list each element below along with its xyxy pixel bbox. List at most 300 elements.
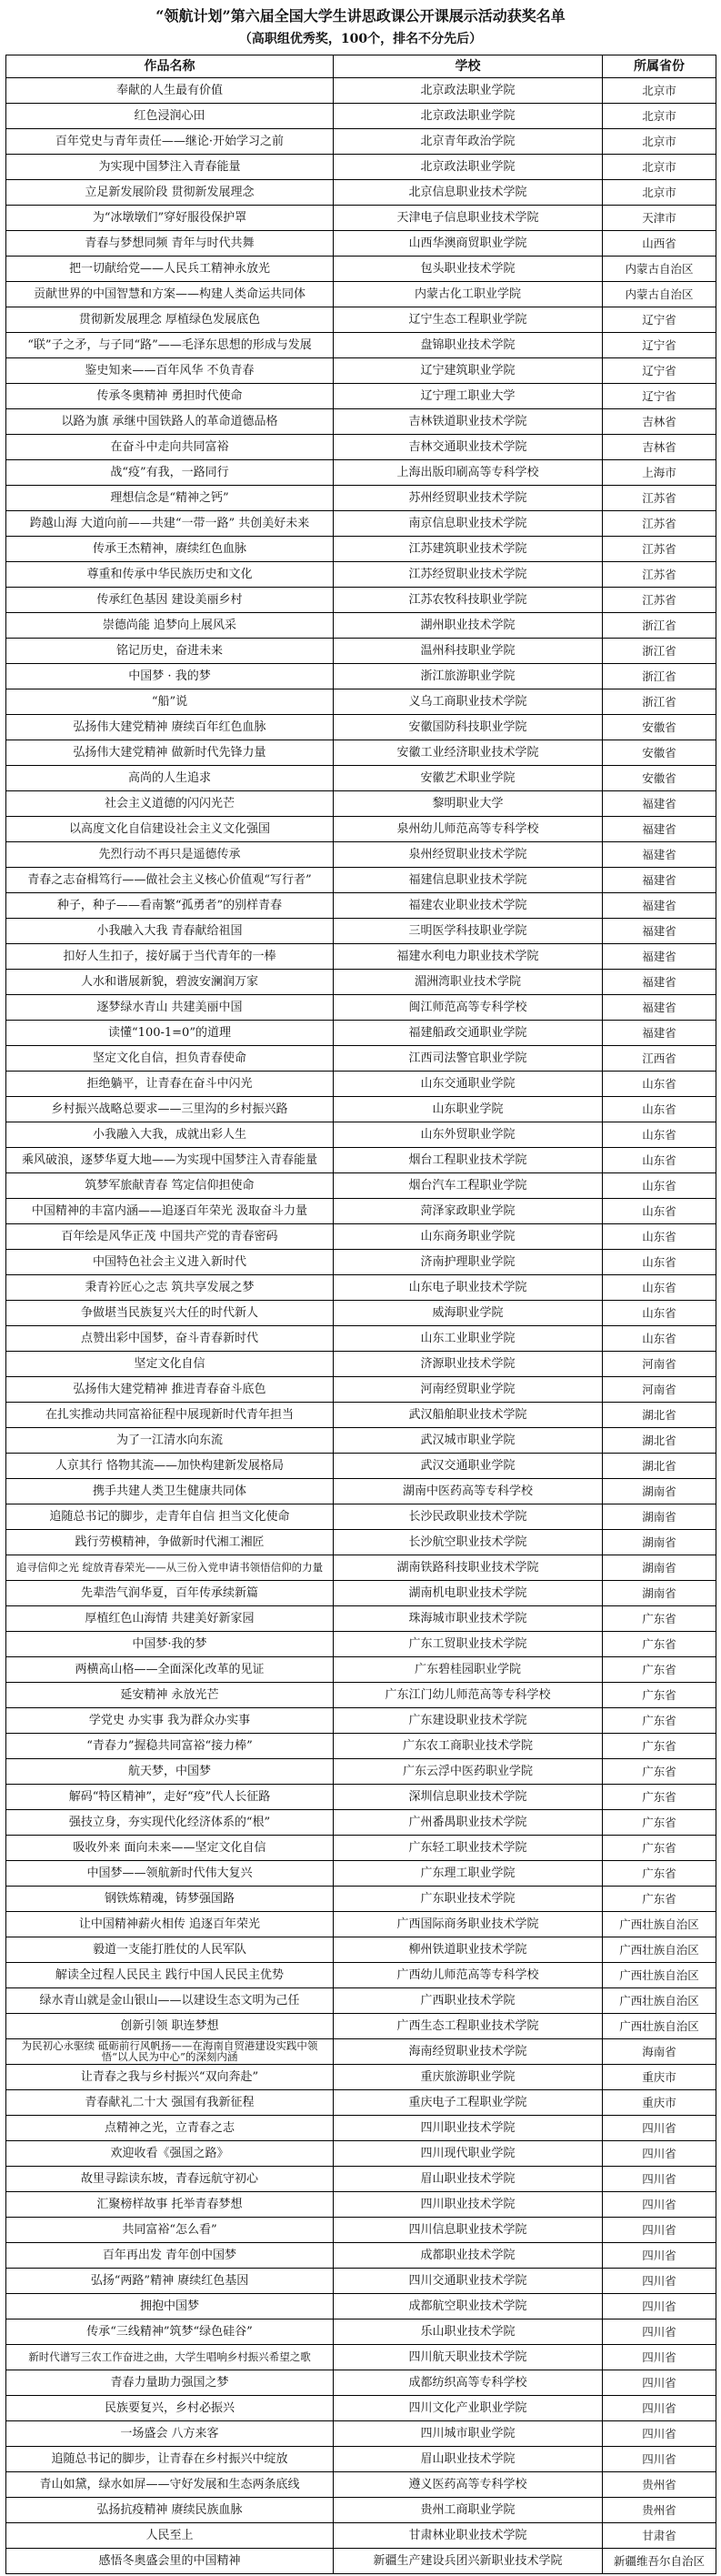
work-cell: 践行劳模精神，争做新时代湘工湘匠: [6, 1530, 334, 1555]
province-cell: 广西壮族自治区: [603, 1963, 716, 1988]
province-cell: 福建省: [603, 868, 716, 893]
work-cell: 解读全过程人民民主 践行中国人民民主优势: [6, 1963, 334, 1988]
school-cell: 山东电子职业技术学院: [334, 1275, 603, 1301]
work-cell: 延安精神 永放光芒: [6, 1683, 334, 1708]
table-row: [6, 1224, 716, 1250]
work-cell: 中国特色社会主义进入新时代: [6, 1250, 334, 1275]
province-cell: 山东省: [603, 1122, 716, 1148]
province-cell: 吉林省: [603, 409, 716, 435]
work-cell: 百年党史与青年责任——继论·开始学习之前: [6, 129, 334, 155]
school-cell: 新疆生产建设兵团兴新职业技术学院: [334, 2549, 603, 2574]
school-cell: 北京政法职业学院: [334, 78, 603, 104]
school-cell: 河南经贸职业学院: [334, 1377, 603, 1403]
work-cell: 跨越山海 大道向前——共建“一带一路” 共创美好未来: [6, 511, 334, 537]
province-cell: 江苏省: [603, 511, 716, 537]
province-cell: 北京市: [603, 129, 716, 155]
province-cell: 四川省: [603, 2370, 716, 2396]
school-cell: 遵义医药高等专科学校: [334, 2472, 603, 2498]
province-cell: 江苏省: [603, 486, 716, 511]
school-cell: 成都职业技术学院: [334, 2243, 603, 2269]
province-cell: 福建省: [603, 944, 716, 970]
table-row: [6, 1581, 716, 1606]
work-cell: 弘扬伟大建党精神 赓续百年红色血脉: [6, 715, 334, 740]
work-cell: 秉青衿匠心之志 筑共享发展之梦: [6, 1275, 334, 1301]
work-cell: 新时代谱写三农工作奋进之曲，大学生唱响乡村振兴希望之歌: [6, 2345, 334, 2370]
school-cell: 四川文化产业职业学院: [334, 2396, 603, 2421]
province-cell: 江苏省: [603, 562, 716, 588]
school-cell: 山东职业学院: [334, 1097, 603, 1122]
work-cell: 绿水青山就是金山银山——以建设生态文明为己任: [6, 1988, 334, 2014]
work-cell: 两横高山格——全面深化改革的见证: [6, 1657, 334, 1683]
table-row: [6, 766, 716, 791]
table-row: [6, 78, 716, 104]
work-cell: 百年绘是风华正茂 中国共产党的青春密码: [6, 1224, 334, 1250]
work-cell: 尊重和传承中华民族历史和文化: [6, 562, 334, 588]
school-cell: 广西幼儿师范高等专科学校: [334, 1963, 603, 1988]
school-cell: 广州番禺职业技术学院: [334, 1810, 603, 1836]
table-row: [6, 1428, 716, 1454]
table-row: [6, 2319, 716, 2345]
table-row: [6, 1606, 716, 1632]
province-cell: 内蒙古自治区: [603, 282, 716, 307]
table-row: [6, 2523, 716, 2549]
work-cell: 中国梦 · 我的梦: [6, 664, 334, 689]
table-row: [6, 2498, 716, 2523]
school-cell: 辽宁理工职业大学: [334, 384, 603, 409]
table-row: [6, 791, 716, 817]
work-cell: 人京其行 恪物其流——加快构建新发展格局: [6, 1454, 334, 1479]
table-row: [6, 2218, 716, 2243]
province-cell: 四川省: [603, 2243, 716, 2269]
work-cell: 理想信念是“精神之钙”: [6, 486, 334, 511]
work-cell: 为实现中国梦注入青春能量: [6, 155, 334, 180]
school-cell: 广东农工商职业技术学院: [334, 1734, 603, 1759]
table-row: [6, 206, 716, 231]
work-cell: 先辈浩气润华夏，百年传承续新篇: [6, 1581, 334, 1606]
work-cell: 点精神之光，立青春之志: [6, 2116, 334, 2141]
work-cell: 小我融入大我，成就出彩人生: [6, 1122, 334, 1148]
table-row: [6, 104, 716, 129]
school-cell: 安徽艺术职业学院: [334, 766, 603, 791]
work-cell: 共同富裕“怎么看”: [6, 2218, 334, 2243]
table-row: [6, 358, 716, 384]
work-cell: 在奋斗中走向共同富裕: [6, 435, 334, 460]
province-cell: 重庆市: [603, 2065, 716, 2090]
table-row: [6, 562, 716, 588]
province-cell: 广东省: [603, 1734, 716, 1759]
school-cell: 江苏经贸职业技术学院: [334, 562, 603, 588]
table-row: [6, 435, 716, 460]
work-cell: 种子，种子——看南繁“孤勇者”的别样青春: [6, 893, 334, 919]
school-cell: 四川职业技术学院: [334, 2192, 603, 2218]
province-cell: 北京市: [603, 78, 716, 104]
table-row: [6, 282, 716, 307]
work-cell: 汇聚榜样故事 托举青春梦想: [6, 2192, 334, 2218]
work-cell: 以高度文化自信建设社会主义文化强国: [6, 817, 334, 842]
school-cell: 安徽工业经济职业技术学院: [334, 740, 603, 766]
province-cell: 广西壮族自治区: [603, 1912, 716, 1937]
table-row: [6, 409, 716, 435]
table-row: [6, 1148, 716, 1173]
work-cell: 把一切献给党——人民兵工精神永放光: [6, 257, 334, 282]
school-cell: 乐山职业技术学院: [334, 2319, 603, 2345]
province-cell: 山西省: [603, 231, 716, 257]
school-cell: 广西职业技术学院: [334, 1988, 603, 2014]
table-row: [6, 588, 716, 613]
work-cell: 携手共建人类卫生健康共同体: [6, 1479, 334, 1504]
table-row: [6, 1173, 716, 1199]
table-row: [6, 2065, 716, 2090]
school-cell: 重庆电子工程职业学院: [334, 2090, 603, 2116]
province-cell: 重庆市: [603, 2090, 716, 2116]
school-cell: 浙江旅游职业学院: [334, 664, 603, 689]
school-cell: 武汉城市职业学院: [334, 1428, 603, 1454]
work-cell: “联”子之矛，与子同“路”——毛泽东思想的形成与发展: [6, 333, 334, 358]
school-cell: 甘肃林业职业技术学院: [334, 2523, 603, 2549]
school-cell: 安徽国防科技职业学院: [334, 715, 603, 740]
school-cell: 海南经贸职业技术学院: [334, 2039, 603, 2065]
work-cell: 小我融入大我 青春献给祖国: [6, 919, 334, 944]
work-cell: 让青春之我与乡村振兴“双向奔赴”: [6, 2065, 334, 2090]
work-cell: 欢迎收看《强国之路》: [6, 2141, 334, 2167]
province-cell: 四川省: [603, 2421, 716, 2447]
province-cell: 安徽省: [603, 740, 716, 766]
work-cell: 传承红色基因 建设美丽乡村: [6, 588, 334, 613]
school-cell: 广东工贸职业技术学院: [334, 1632, 603, 1657]
table-row: [6, 307, 716, 333]
province-cell: 广东省: [603, 1836, 716, 1861]
school-cell: 包头职业技术学院: [334, 257, 603, 282]
school-cell: 江西司法警官职业学院: [334, 1046, 603, 1072]
table-row: [6, 2269, 716, 2294]
work-cell: 坚定文化自信，担负青春使命: [6, 1046, 334, 1072]
school-cell: 湄洲湾职业技术学院: [334, 970, 603, 995]
work-cell: 点赞出彩中国梦，奋斗青春新时代: [6, 1326, 334, 1352]
school-cell: 湖州职业技术学院: [334, 613, 603, 639]
table-row: [6, 970, 716, 995]
table-row: [6, 1250, 716, 1275]
province-cell: 福建省: [603, 791, 716, 817]
table-row: [6, 664, 716, 689]
document-title: “领航计划”第六届全国大学生讲思政课公开课展示活动获奖名单: [155, 7, 566, 25]
award-table: [5, 55, 716, 2574]
province-cell: 广西壮族自治区: [603, 1988, 716, 2014]
table-row: [6, 1301, 716, 1326]
school-cell: 北京青年政治学院: [334, 129, 603, 155]
work-cell: 乘风破浪，逐梦华夏大地——为实现中国梦注入青春能量: [6, 1148, 334, 1173]
school-cell: 北京信息职业技术学院: [334, 180, 603, 206]
table-row: [6, 257, 716, 282]
table-row: [6, 1377, 716, 1403]
table-row: [6, 2345, 716, 2370]
school-cell: 深圳信息职业技术学院: [334, 1785, 603, 1810]
province-cell: 贵州省: [603, 2472, 716, 2498]
school-cell: 济南护理职业学院: [334, 1250, 603, 1275]
school-cell: 广东建设职业技术学院: [334, 1708, 603, 1734]
table-row: [6, 486, 716, 511]
table-row: [6, 1912, 716, 1937]
school-cell: 三明医学科技职业学院: [334, 919, 603, 944]
table-row: [6, 1988, 716, 2014]
table-row: [6, 1708, 716, 1734]
work-cell: 青春献礼二十大 强国有我新征程: [6, 2090, 334, 2116]
column-header-province: 所属省份: [603, 55, 716, 78]
table-row: [6, 180, 716, 206]
table-row: [6, 1861, 716, 1887]
school-cell: 广西国际商务职业技术学院: [334, 1912, 603, 1937]
work-cell: 社会主义道德的闪闪光芒: [6, 791, 334, 817]
work-cell: 钢铁炼精魂，铸梦强国路: [6, 1887, 334, 1912]
province-cell: 四川省: [603, 2294, 716, 2319]
school-cell: 山东工业职业学院: [334, 1326, 603, 1352]
school-cell: 吉林交通职业技术学院: [334, 435, 603, 460]
school-cell: 广东云浮中医药职业学院: [334, 1759, 603, 1785]
school-cell: 上海出版印刷高等专科学校: [334, 460, 603, 486]
school-cell: 山东外贸职业学院: [334, 1122, 603, 1148]
work-cell: 毅道一支能打胜仗的人民军队: [6, 1937, 334, 1963]
table-row: [6, 1352, 716, 1377]
province-cell: 辽宁省: [603, 384, 716, 409]
table-row: [6, 1326, 716, 1352]
work-cell: “青春力”握稳共同富裕“接力棒”: [6, 1734, 334, 1759]
table-row: [6, 155, 716, 180]
province-cell: 福建省: [603, 817, 716, 842]
work-cell: 弘扬抗疫精神 赓续民族血脉: [6, 2498, 334, 2523]
province-cell: 湖南省: [603, 1581, 716, 1606]
province-cell: 广东省: [603, 1861, 716, 1887]
school-cell: 重庆旅游职业学院: [334, 2065, 603, 2090]
table-row: [6, 1632, 716, 1657]
school-cell: 辽宁生态工程职业学院: [334, 307, 603, 333]
province-cell: 河南省: [603, 1352, 716, 1377]
work-cell: 感悟冬奥盛会里的中国精神: [6, 2549, 334, 2574]
school-cell: 贵州工商职业学院: [334, 2498, 603, 2523]
work-cell: 在扎实推动共同富裕征程中展现新时代青年担当: [6, 1403, 334, 1428]
work-cell: 青春与梦想同频 青年与时代共舞: [6, 231, 334, 257]
work-cell: 吸收外来 面向未来——坚定文化自信: [6, 1836, 334, 1861]
province-cell: 江西省: [603, 1046, 716, 1072]
table-row: [6, 537, 716, 562]
province-cell: 湖北省: [603, 1403, 716, 1428]
work-cell: 拒绝躺平，让青春在奋斗中闪光: [6, 1072, 334, 1097]
column-header-work: 作品名称: [6, 55, 334, 78]
province-cell: 广东省: [603, 1810, 716, 1836]
work-cell: 贡献世界的中国智慧和方案——构建人类命运共同体: [6, 282, 334, 307]
table-row: [6, 1836, 716, 1861]
work-cell: 中国梦——领航新时代伟大复兴: [6, 1861, 334, 1887]
table-row: [6, 689, 716, 715]
table-row: [6, 2039, 716, 2065]
table-row: [6, 995, 716, 1021]
province-cell: 广西壮族自治区: [603, 2014, 716, 2039]
document-subtitle: （高职组优秀奖，100个，排名不分先后）: [238, 32, 483, 46]
work-cell: 人民至上: [6, 2523, 334, 2549]
work-cell: 弘扬“两路”精神 赓续红色基因: [6, 2269, 334, 2294]
table-row: [6, 2167, 716, 2192]
table-row: [6, 1887, 716, 1912]
province-cell: 海南省: [603, 2039, 716, 2065]
work-cell: 奉献的人生最有价值: [6, 78, 334, 104]
school-cell: 福建信息职业技术学院: [334, 868, 603, 893]
work-cell: 拥抱中国梦: [6, 2294, 334, 2319]
province-cell: 福建省: [603, 919, 716, 944]
province-cell: 四川省: [603, 2345, 716, 2370]
school-cell: 四川信息职业技术学院: [334, 2218, 603, 2243]
work-cell: 立足新发展阶段 贯彻新发展理念: [6, 180, 334, 206]
column-header-school: 学校: [334, 55, 603, 78]
province-cell: 四川省: [603, 2396, 716, 2421]
school-cell: 广东轻工职业技术学院: [334, 1836, 603, 1861]
work-cell: 传承王杰精神，赓续红色血脉: [6, 537, 334, 562]
province-cell: 福建省: [603, 893, 716, 919]
province-cell: 广西壮族自治区: [603, 1937, 716, 1963]
work-cell: 以路为旗 承继中国铁路人的革命道德品格: [6, 409, 334, 435]
province-cell: 四川省: [603, 2167, 716, 2192]
province-cell: 山东省: [603, 1301, 716, 1326]
province-cell: 四川省: [603, 2269, 716, 2294]
table-header-row: [6, 55, 716, 78]
table-row: [6, 842, 716, 868]
work-cell: 中国精神的丰富内涵——追逐百年荣光 汲取奋斗力量: [6, 1199, 334, 1224]
province-cell: 山东省: [603, 1250, 716, 1275]
province-cell: 广东省: [603, 1785, 716, 1810]
province-cell: 湖南省: [603, 1479, 716, 1504]
work-cell: 故里寻踪读东坡，青春远航守初心: [6, 2167, 334, 2192]
work-cell: 传承“三线精神”筑梦“绿色硅谷”: [6, 2319, 334, 2345]
province-cell: 安徽省: [603, 766, 716, 791]
table-row: [6, 2421, 716, 2447]
school-cell: 福建农业职业技术学院: [334, 893, 603, 919]
school-cell: 成都纺织高等专科学校: [334, 2370, 603, 2396]
work-cell: 让中国精神薪火相传 追逐百年荣光: [6, 1912, 334, 1937]
work-cell: 百年再出发 青年创中国梦: [6, 2243, 334, 2269]
table-row: [6, 1504, 716, 1530]
work-cell: 追寻信仰之光 绽放青春荣光——从三份入党申请书领悟信仰的力量: [6, 1555, 334, 1581]
work-cell: 贯彻新发展理念 厚植绿色发展底色: [6, 307, 334, 333]
table-row: [6, 1759, 716, 1785]
table-row: [6, 1199, 716, 1224]
province-cell: 广东省: [603, 1657, 716, 1683]
province-cell: 新疆维吾尔自治区: [603, 2549, 716, 2574]
table-row: [6, 1479, 716, 1504]
province-cell: 福建省: [603, 970, 716, 995]
province-cell: 天津市: [603, 206, 716, 231]
table-body: [6, 78, 716, 2574]
table-row: [6, 715, 716, 740]
province-cell: 江苏省: [603, 537, 716, 562]
table-row: [6, 817, 716, 842]
work-cell: 学党史 办实事 我为群众办实事: [6, 1708, 334, 1734]
table-row: [6, 333, 716, 358]
province-cell: 广东省: [603, 1606, 716, 1632]
school-cell: 济源职业技术学院: [334, 1352, 603, 1377]
province-cell: 四川省: [603, 2218, 716, 2243]
table-row: [6, 1937, 716, 1963]
school-cell: 广东理工职业学院: [334, 1861, 603, 1887]
school-cell: 湖南机电职业技术学院: [334, 1581, 603, 1606]
school-cell: 四川航天职业技术学院: [334, 2345, 603, 2370]
table-row: [6, 1555, 716, 1581]
table-row: [6, 1683, 716, 1708]
province-cell: 吉林省: [603, 435, 716, 460]
table-row: [6, 613, 716, 639]
table-row: [6, 944, 716, 970]
work-cell: “船”说: [6, 689, 334, 715]
school-cell: 义乌工商职业技术学院: [334, 689, 603, 715]
province-cell: 北京市: [603, 180, 716, 206]
work-cell: 坚定文化自信: [6, 1352, 334, 1377]
school-cell: 烟台工程职业技术学院: [334, 1148, 603, 1173]
province-cell: 辽宁省: [603, 333, 716, 358]
school-cell: 四川职业技术学院: [334, 2116, 603, 2141]
work-cell: 民族要复兴，乡村必振兴: [6, 2396, 334, 2421]
province-cell: 浙江省: [603, 664, 716, 689]
work-cell: 鉴史知来——百年风华 不负青春: [6, 358, 334, 384]
school-cell: 长沙民政职业技术学院: [334, 1504, 603, 1530]
province-cell: 山东省: [603, 1148, 716, 1173]
school-cell: 菏泽家政职业学院: [334, 1199, 603, 1224]
school-cell: 眉山职业技术学院: [334, 2447, 603, 2472]
province-cell: 辽宁省: [603, 358, 716, 384]
work-cell: 追随总书记的脚步，走青年自信 担当文化使命: [6, 1504, 334, 1530]
school-cell: 福建水利电力职业技术学院: [334, 944, 603, 970]
province-cell: 浙江省: [603, 639, 716, 664]
school-cell: 南京信息职业技术学院: [334, 511, 603, 537]
province-cell: 山东省: [603, 1072, 716, 1097]
province-cell: 广东省: [603, 1683, 716, 1708]
work-cell: 崇德尚能 追梦向上展风采: [6, 613, 334, 639]
work-cell: 青山如黛，绿水如屏——守好发展和生态两条底线: [6, 2472, 334, 2498]
province-cell: 河南省: [603, 1377, 716, 1403]
table-row: [6, 2294, 716, 2319]
school-cell: 四川城市职业学院: [334, 2421, 603, 2447]
table-row: [6, 2472, 716, 2498]
province-cell: 上海市: [603, 460, 716, 486]
school-cell: 广东职业技术学院: [334, 1887, 603, 1912]
work-cell: 青春之志奋楫笃行——做社会主义核心价值观“写行者”: [6, 868, 334, 893]
school-cell: 天津电子信息职业技术学院: [334, 206, 603, 231]
work-cell: 航天梦，中国梦: [6, 1759, 334, 1785]
school-cell: 泉州经贸职业技术学院: [334, 842, 603, 868]
school-cell: 眉山职业技术学院: [334, 2167, 603, 2192]
province-cell: 福建省: [603, 1021, 716, 1046]
province-cell: 甘肃省: [603, 2523, 716, 2549]
school-cell: 山东商务职业学院: [334, 1224, 603, 1250]
school-cell: 温州科技职业学院: [334, 639, 603, 664]
school-cell: 四川交通职业技术学院: [334, 2269, 603, 2294]
work-cell: 铭记历史，奋进未来: [6, 639, 334, 664]
province-cell: 湖南省: [603, 1530, 716, 1555]
table-row: [6, 129, 716, 155]
school-cell: 江苏农牧科技职业学院: [334, 588, 603, 613]
table-row: [6, 639, 716, 664]
table-row: [6, 2014, 716, 2039]
province-cell: 北京市: [603, 155, 716, 180]
school-cell: 长沙航空职业技术学院: [334, 1530, 603, 1555]
province-cell: 广东省: [603, 1759, 716, 1785]
table-row: [6, 2396, 716, 2421]
work-cell: 中国梦·我的梦: [6, 1632, 334, 1657]
work-cell: 人水和谐展新貌，碧波安澜润万家: [6, 970, 334, 995]
table-row: [6, 2090, 716, 2116]
school-cell: 柳州铁道职业技术学院: [334, 1937, 603, 1963]
province-cell: 山东省: [603, 1275, 716, 1301]
table-row: [6, 1046, 716, 1072]
work-cell: 争做堪当民族复兴大任的时代新人: [6, 1301, 334, 1326]
work-cell: 创新引领 职连梦想: [6, 2014, 334, 2039]
school-cell: 盘锦职业技术学院: [334, 333, 603, 358]
table-row: [6, 2447, 716, 2472]
